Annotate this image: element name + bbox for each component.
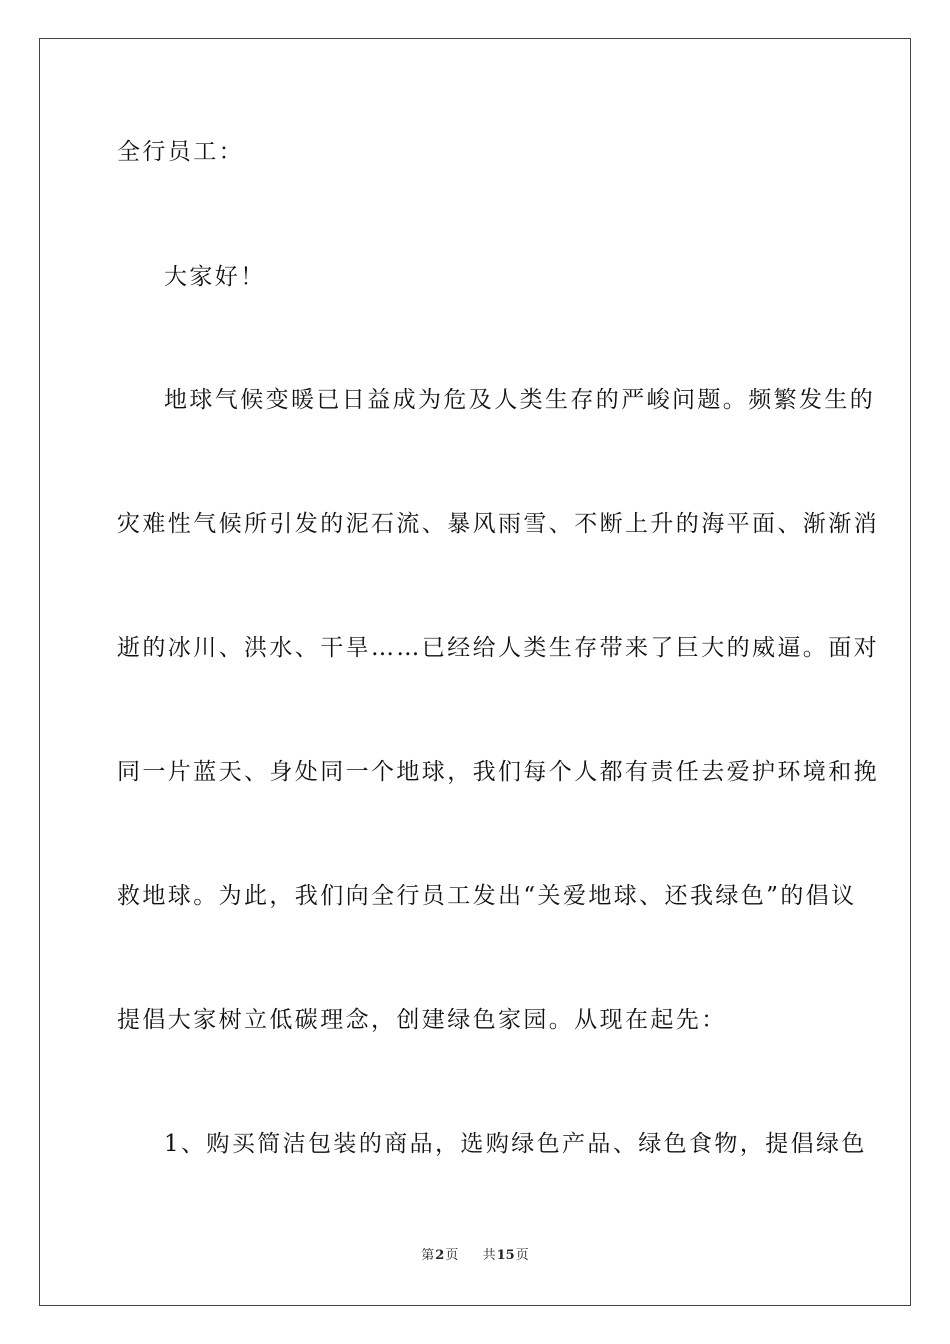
body-line-2: 灾难性气候所引发的泥石流、暴风雨雪、不断上升的海平面、渐渐消 <box>117 511 879 537</box>
footer-page-prefix: 第 <box>421 1248 435 1263</box>
list-item-1-line: 1、购买简洁包装的商品，选购绿色产品、绿色食物，提倡绿色 <box>164 1131 867 1157</box>
body-line-4: 同一片蓝天、身处同一个地球，我们每个人都有责任去爱护环境和挽 <box>117 759 879 785</box>
page-footer <box>0 1244 950 1263</box>
body-line-6: 提倡大家树立低碳理念，创建绿色家园。从现在起先： <box>117 1007 727 1033</box>
body-line-5: 救地球。为此，我们向全行员工发出“关爱地球、还我绿色”的倡议 <box>117 883 857 909</box>
body-line-1: 地球气候变暖已日益成为危及人类生存的严峻问题。频繁发生的 <box>164 387 876 413</box>
greeting-line: 大家好！ <box>164 264 266 290</box>
footer-total-prefix: 共 <box>482 1248 496 1263</box>
footer-total-suffix: 页 <box>515 1248 529 1263</box>
body-line-3: 逝的冰川、洪水、干旱……已经给人类生存带来了巨大的威逼。面对 <box>117 635 879 661</box>
footer-total-pages: 15 <box>496 1248 515 1263</box>
salutation-line: 全行员工： <box>117 139 244 165</box>
footer-current-page: 2 <box>435 1248 445 1263</box>
footer-page-suffix: 页 <box>445 1248 459 1263</box>
page-border <box>39 38 911 1306</box>
